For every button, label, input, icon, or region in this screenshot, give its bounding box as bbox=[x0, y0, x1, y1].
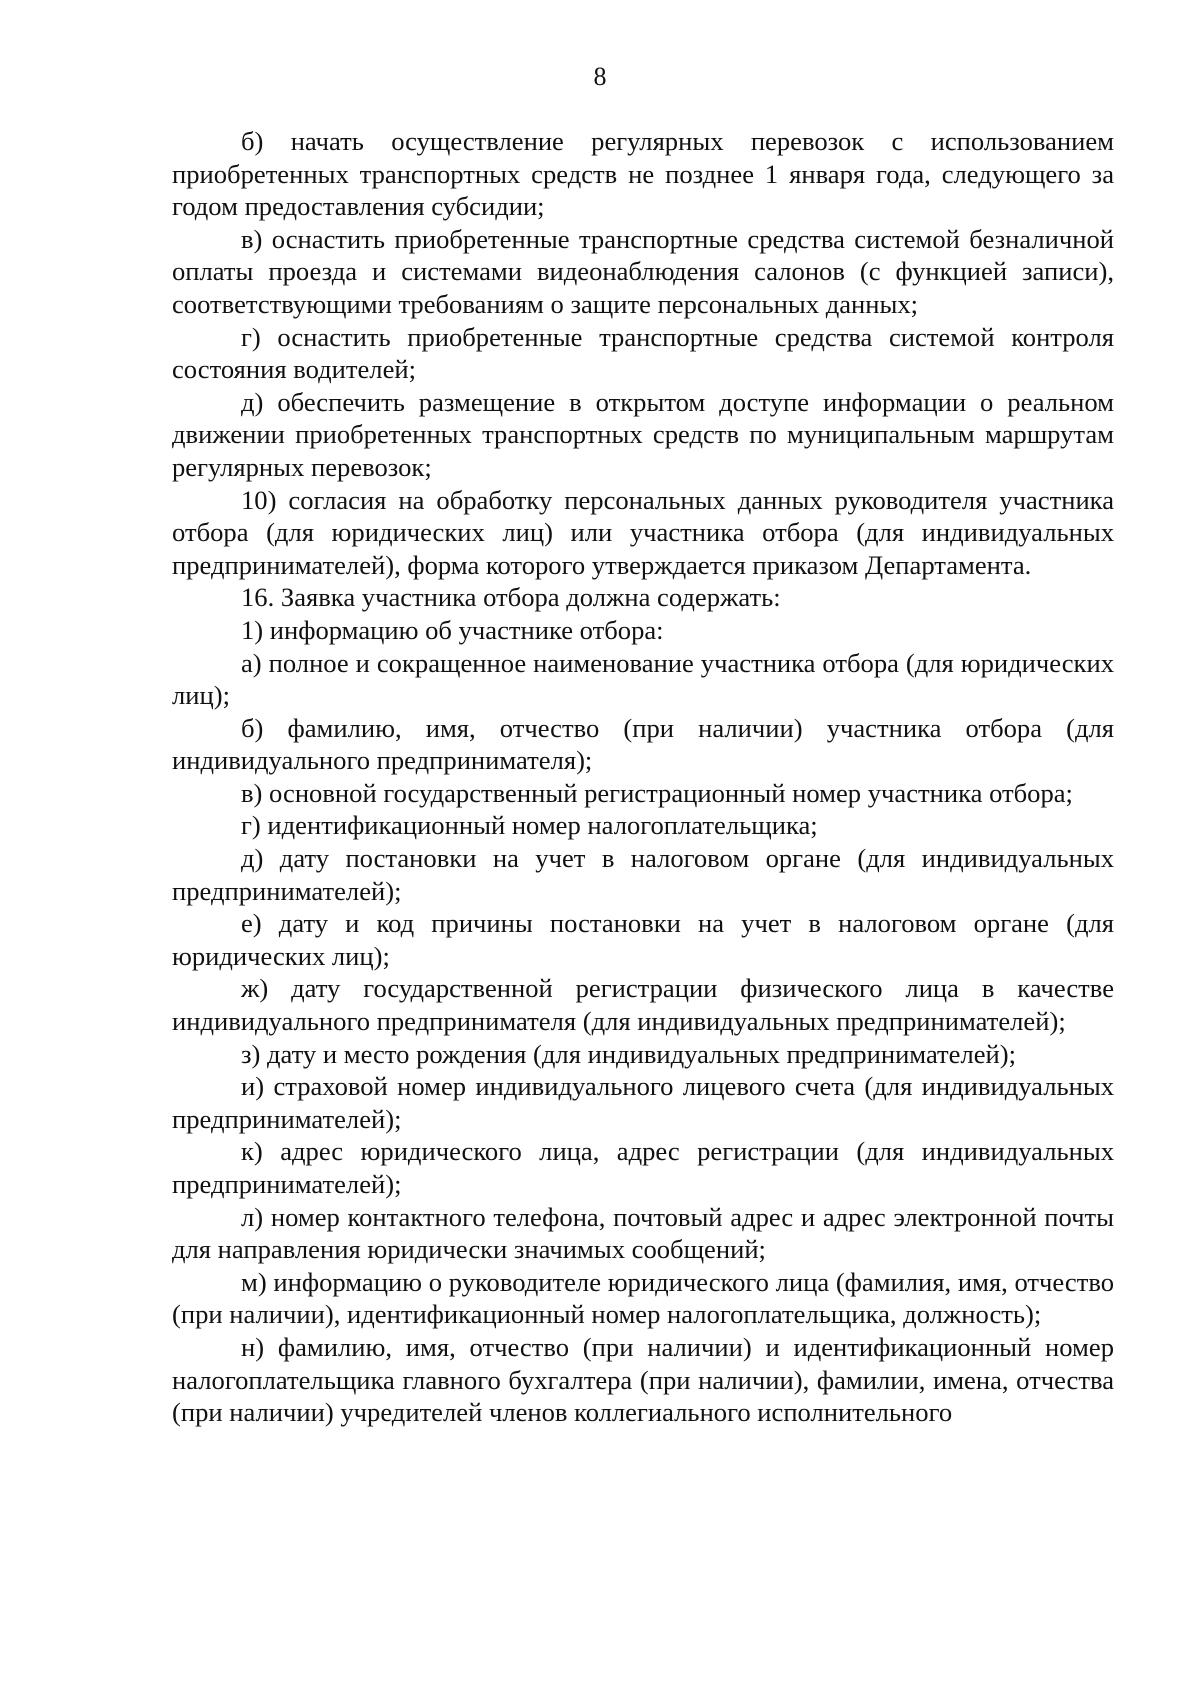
page-number: 8 bbox=[593, 62, 607, 91]
paragraph-10-consent: 10) согласия на обработку персональных данных руководителя участника отбора (для юридических лиц) или участника отбора (для индивидуальных предпринимателей), форма которого утверждается приказом Департамента. bbox=[172, 484, 1114, 580]
paragraph-d-publish-info: д) обеспечить размещение в открытом доступе информации о реальном движении приобретенных транспортных средств по муниципальным маршрутам регулярных перевозок; bbox=[172, 386, 1114, 482]
paragraph-1-participant-info: 1) информацию об участнике отбора: bbox=[241, 614, 664, 645]
paragraph-z-birth: з) дату и место рождения (для индивидуальных предпринимателей); bbox=[241, 1038, 1017, 1069]
paragraph-l-contacts: л) номер контактного телефона, почтовый адрес и адрес электронной почты для направления юридически значимых сообщений; bbox=[172, 1201, 1114, 1265]
paragraph-b-fio: б) фамилию, имя, отчество (при наличии) участника отбора (для индивидуального предпринимателя); bbox=[172, 712, 1114, 776]
paragraph-a-full-name: а) полное и сокращенное наименование участника отбора (для юридических лиц); bbox=[172, 647, 1114, 711]
paragraph-e-kpp: е) дату и код причины постановки на учет в налоговом органе (для юридических лиц); bbox=[172, 908, 1114, 971]
paragraph-16-application: 16. Заявка участника отбора должна содержать: bbox=[241, 582, 781, 613]
paragraph-i-snils: и) страховой номер индивидуального лицевого счета (для индивидуальных предпринимателей); bbox=[172, 1071, 1114, 1134]
document-body bbox=[172, 125, 1114, 1429]
paragraph-d-tax-registration-date: д) дату постановки на учет в налоговом органе (для индивидуальных предпринимателей); bbox=[172, 843, 1114, 906]
paragraph-m-director-info: м) информацию о руководителе юридического лица (фамилия, имя, отчество (при наличии), идентификационный номер налогоплательщика, должность); bbox=[172, 1266, 1114, 1330]
paragraph-g-inn: г) идентификационный номер налогоплательщика; bbox=[241, 810, 818, 841]
paragraph-v-ogrn: в) основной государственный регистрационный номер участника отбора; bbox=[241, 777, 1073, 808]
paragraph-b-start-transport: б) начать осуществление регулярных перевозок с использованием приобретенных транспортных средств не позднее 1 января года, следующего за годом предоставления субсидии; bbox=[172, 126, 1114, 222]
paragraph-zh-state-registration: ж) дату государственной регистрации физического лица в качестве индивидуального предпринимателя (для индивидуальных предпринимателей); bbox=[172, 973, 1114, 1037]
paragraph-v-equip-payment: в) оснастить приобретенные транспортные средства системой безналичной оплаты проезда и системами видеонаблюдения салонов (с функцией записи), соответствующими требованиям о защите персональных данных; bbox=[172, 223, 1114, 319]
paragraph-n-accountant-founders: н) фамилию, имя, отчество (при наличии) и идентификационный номер налогоплательщика главного бухгалтера (при наличии), фамилии, имена, отчества (при наличии) учредителей членов коллегиального исполнительного bbox=[172, 1331, 1114, 1428]
paragraph-k-address: к) адрес юридического лица, адрес регистрации (для индивидуальных предпринимателей); bbox=[172, 1136, 1114, 1199]
paragraph-g-driver-control: г) оснастить приобретенные транспортные средства системой контроля состояния водителей; bbox=[172, 321, 1114, 385]
